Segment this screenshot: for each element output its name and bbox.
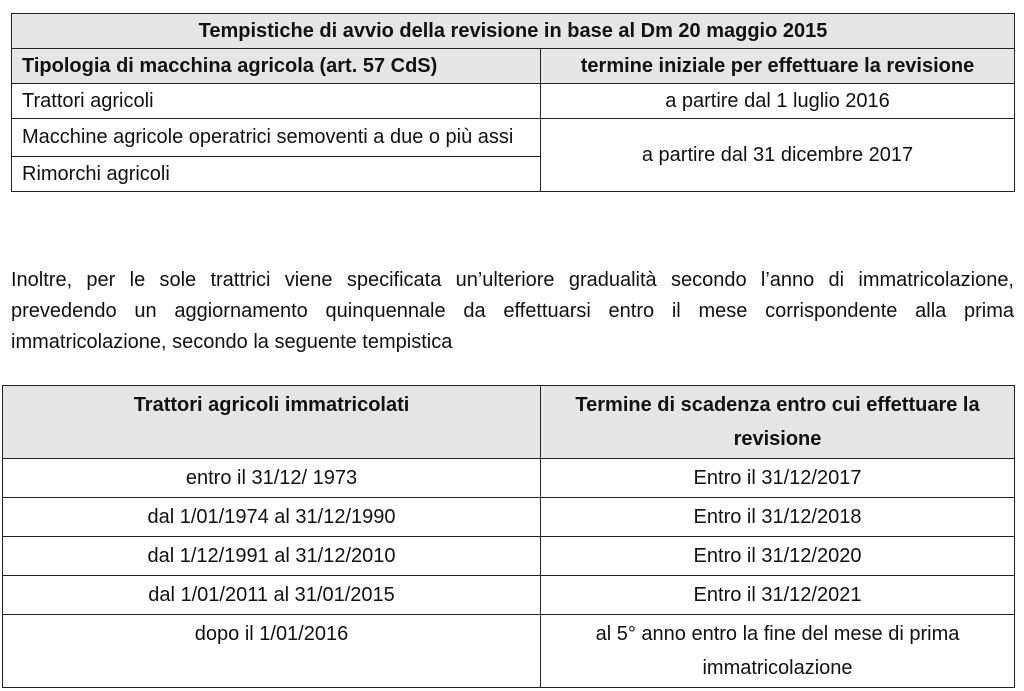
deadline-cell: al 5° anno entro la fine del mese di prima immatricolazione — [541, 615, 1015, 688]
column-header-start-term: termine iniziale per effettuare la revisione — [541, 49, 1015, 84]
registration-period-cell: dal 1/12/1991 al 31/12/2010 — [3, 537, 541, 576]
column-header-deadline: Termine di scadenza entro cui effettuare la revisione — [541, 386, 1015, 459]
table-row — [12, 119, 1015, 157]
machine-type-cell: Trattori agricoli — [12, 84, 541, 119]
tractor-deadline-table — [2, 385, 1015, 688]
table-row — [3, 537, 1015, 576]
registration-period-cell: entro il 31/12/ 1973 — [3, 459, 541, 498]
registration-period-cell: dal 1/01/1974 al 31/12/1990 — [3, 498, 541, 537]
deadline-cell: Entro il 31/12/2021 — [541, 576, 1015, 615]
table-row — [3, 615, 1015, 688]
start-term-cell: a partire dal 1 luglio 2016 — [541, 84, 1015, 119]
start-term-cell: a partire dal 31 dicembre 2017 — [541, 119, 1015, 192]
deadline-cell: Entro il 31/12/2018 — [541, 498, 1015, 537]
deadline-cell: Entro il 31/12/2017 — [541, 459, 1015, 498]
column-header-machine-type: Tipologia di macchina agricola (art. 57 CdS) — [12, 49, 541, 84]
machine-type-cell: Rimorchi agricoli — [12, 157, 541, 192]
revision-start-table — [11, 13, 1015, 192]
table-row — [3, 576, 1015, 615]
table-row — [12, 84, 1015, 119]
deadline-cell: Entro il 31/12/2020 — [541, 537, 1015, 576]
machine-type-cell: Macchine agricole operatrici semoventi a due o più assi — [12, 119, 541, 157]
table-row — [3, 459, 1015, 498]
column-header-registered: Trattori agricoli immatricolati — [3, 386, 541, 459]
registration-period-cell: dopo il 1/01/2016 — [3, 615, 541, 688]
table-title: Tempistiche di avvio della revisione in base al Dm 20 maggio 2015 — [12, 14, 1015, 49]
registration-period-cell: dal 1/01/2011 al 31/01/2015 — [3, 576, 541, 615]
intro-paragraph: Inoltre, per le sole trattrici viene specificata un’ulteriore gradualità secondo l’anno di immatricolazione, prevedendo un aggiornamento quinquennale da effettuarsi entro il mese corrispondente alla prima immatricolazione, secondo la seguente tempistica — [11, 269, 1014, 353]
table-row — [3, 498, 1015, 537]
